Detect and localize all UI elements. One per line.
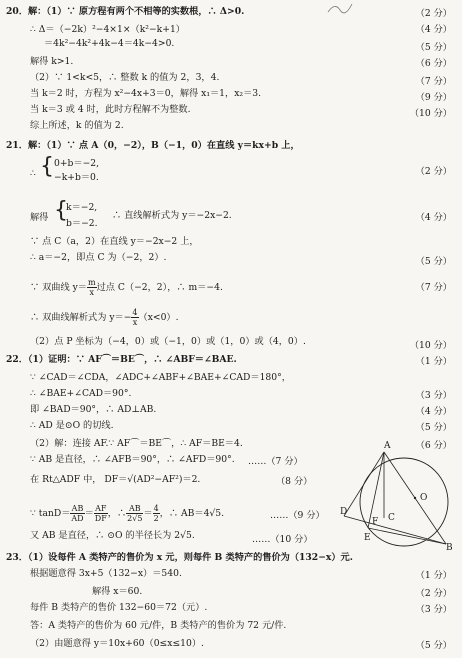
q22-line-9-score: ……（9 分） — [270, 510, 325, 521]
segment-eb — [368, 528, 446, 544]
fraction-denominator: 2 — [153, 514, 159, 523]
q20-score-6: （9 分） — [415, 92, 452, 103]
fraction-denominator: DF — [94, 514, 107, 523]
fraction-numerator: 4 — [153, 504, 159, 513]
q21-system2-eq-a: k＝−2, — [66, 202, 98, 213]
q20-score-5: （7 分） — [415, 76, 452, 87]
label-b: B — [446, 543, 453, 552]
fraction-numerator: AB — [126, 504, 143, 514]
equals-sign: ＝ — [84, 508, 94, 519]
q22-ab-result: ，∴ AB＝4√5. — [159, 508, 225, 519]
q21-line-1: 21．解：（1）∵ 点 A（0，−2），B（−1，0）在直线 y＝kx+b 上， — [6, 140, 300, 151]
fraction-numerator: m — [87, 278, 96, 287]
q22-line-9 — [30, 504, 224, 523]
q23-line-6: （2）由题意得 y＝10x+60（0≤x≤10）. — [30, 638, 204, 649]
q21-line-4: ∴ a＝−2，即点 C 为（−2，2）. — [30, 252, 167, 263]
q22-line-7: ∵ AB 是直径，∴ ∠AFB＝90°，∴ ∠AFD＝90°. — [30, 454, 235, 465]
fraction-denominator: 2√5 — [127, 514, 143, 523]
q22-score-2: （3 分） — [415, 390, 452, 401]
q22-line-3: ∴ ∠BAE+∠CAD＝90°. — [30, 388, 132, 399]
q20-score-1: （2 分） — [415, 8, 452, 19]
q21-score-1: （2 分） — [415, 166, 452, 177]
fraction-denominator: AD — [71, 514, 84, 523]
fraction-numerator: AF — [95, 504, 107, 513]
label-f: F — [372, 517, 379, 527]
q22-line-6: （2）解：连接 AF.∵ AF⌒＝BE⌒，∴ AF＝BE＝4. — [30, 438, 243, 449]
q20-score-7: （10 分） — [409, 108, 452, 119]
q21-therefore-sign: ∴ — [30, 168, 36, 179]
q21-line-5-end: 过点 C（−2，2），∴ m＝−4. — [96, 282, 223, 293]
label-d: D — [340, 507, 348, 517]
fraction-ab-over-ad — [70, 504, 84, 523]
q21-system-brace-1: { — [40, 154, 54, 179]
q22-line-4: 即 ∠BAD＝90°，∴ AD⊥AB. — [30, 404, 157, 415]
q20-score-4: （6 分） — [415, 58, 452, 69]
q21-line-6 — [30, 308, 179, 327]
q20-line-1: 20．解：（1）∵ 原方程有两个不相等的实数根，∴ Δ>0. — [6, 6, 245, 17]
q20-line-4: 解得 k>1. — [30, 56, 74, 67]
q21-score-4: （7 分） — [415, 282, 452, 293]
q20-line-5: （2）∵ 1<k<5，∴ 整数 k 的值为 2，3，4. — [30, 72, 220, 83]
q20-score-3: （5 分） — [415, 42, 452, 53]
q21-score-2: （4 分） — [415, 212, 452, 223]
q21-score-3: （5 分） — [415, 256, 452, 267]
q21-system-brace-2: { — [54, 198, 68, 223]
q20-line-3: ＝4k²−4k²+4k−4＝4k−4>0. — [44, 38, 175, 49]
q22-tan-label: ∵ tanD＝ — [30, 508, 71, 519]
q22-line-7-score: ……（7 分） — [248, 456, 303, 467]
q20-line-6: 当 k＝2 时，方程为 x²−4x+3＝0，解得 x₁＝1，x₂＝3. — [30, 88, 262, 99]
fraction-denominator: x — [89, 288, 95, 297]
q22-line-10: 又 AB 是直径，∴ ⊙O 的半径长为 2√5. — [30, 530, 195, 541]
label-c: C — [388, 513, 395, 523]
fraction-denominator: x — [132, 318, 138, 327]
center-point-o — [414, 497, 416, 499]
pen-scribble-mark — [325, 0, 355, 18]
fraction-af-over-df — [94, 504, 108, 523]
equals-sign: ＝ — [143, 508, 153, 519]
fraction-4-over-x — [131, 308, 138, 327]
q23-line-2: 根据题意得 3x+5（132−x）＝540. — [30, 568, 182, 579]
segment-db — [344, 516, 446, 544]
q23-line-5: 答：A 类特产的售价为 60 元/件，B 类特产的售价为 72 元/件. — [30, 620, 287, 631]
fraction-numerator: 4 — [132, 308, 138, 317]
fraction-ab-over-2root5 — [126, 504, 143, 523]
q23-line-4: 每件 B 类特产的售价 132−60＝72（元）. — [30, 602, 208, 613]
segment-ad — [344, 452, 384, 516]
q21-solve-label: 解得 — [30, 212, 49, 223]
q21-line-5-start: ∵ 双曲线 y＝ — [30, 282, 87, 293]
q22-therefore: ，∴ — [107, 508, 127, 519]
q21-system1-eq-b: −k+b＝0. — [54, 172, 99, 183]
q23-line-3: 解得 x＝60. — [92, 586, 143, 597]
q21-line-result: ∴ 直线解析式为 y＝−2x−2. — [112, 210, 232, 221]
q22-score-5: （6 分） — [415, 440, 452, 451]
fraction-4-over-2 — [153, 504, 160, 523]
label-o: O — [420, 493, 428, 503]
q22-score-4: （5 分） — [415, 422, 452, 433]
q22-line-8: 在 Rt△ADF 中， DF＝√(AD²−AF²)＝2. — [30, 474, 201, 485]
q22-score-1: （1 分） — [415, 356, 452, 367]
q23-score-2: （2 分） — [415, 588, 452, 599]
q22-line-5: ∴ AD 是⊙O 的切线. — [30, 420, 114, 431]
q21-line-7: （2）点 P 坐标为（−4，0）或（−1，0）或（1，0）或（4，0）. — [30, 336, 306, 347]
q20-score-2: （4 分） — [415, 24, 452, 35]
q22-line-2: ∵ ∠CAD＝∠CDA，∠ADC+∠ABF+∠BAE+∠CAD＝180°， — [30, 372, 291, 383]
q23-score-3: （3 分） — [415, 604, 452, 615]
q20-line-8: 综上所述，k 的值为 2. — [30, 120, 124, 131]
label-e: E — [364, 533, 371, 543]
q21-line-5 — [30, 278, 223, 297]
q23-line-1: 23．（1）设每件 A 类特产的售价为 x 元，则每件 B 类特产的售价为（132−x）元. — [6, 552, 353, 563]
q21-system2-eq-b: b＝−2. — [66, 218, 98, 229]
fraction-numerator: AB — [71, 504, 84, 513]
q23-score-1: （1 分） — [415, 570, 452, 581]
q21-line-3: ∵ 点 C（a，2）在直线 y＝−2x−2 上， — [30, 236, 199, 247]
q22-line-1: 22．（1）证明：∵ AF⌒＝BE⌒，∴ ∠ABF＝∠BAE. — [6, 354, 237, 365]
circle-geometry-figure — [340, 440, 456, 552]
q21-line-6-end: （x<0）. — [138, 312, 179, 323]
q22-line-10-score: ……（10 分） — [252, 534, 313, 545]
label-a: A — [384, 441, 391, 451]
q20-line-2: ∴ Δ＝（−2k）²−4×1×（k²−k+1） — [30, 24, 185, 35]
q22-line-8-score: （8 分） — [276, 476, 313, 487]
fraction-m-over-x — [87, 278, 97, 297]
q23-score-4: （5 分） — [415, 640, 452, 651]
q22-score-3: （4 分） — [415, 406, 452, 417]
q21-line-6-start: ∴ 双曲线解析式为 y＝− — [30, 312, 132, 323]
q21-system1-eq-a: 0+b＝−2, — [54, 158, 100, 169]
q21-score-5: （10 分） — [409, 340, 452, 351]
q20-line-7: 当 k＝3 或 4 时，此时方程解不为整数. — [30, 104, 191, 115]
